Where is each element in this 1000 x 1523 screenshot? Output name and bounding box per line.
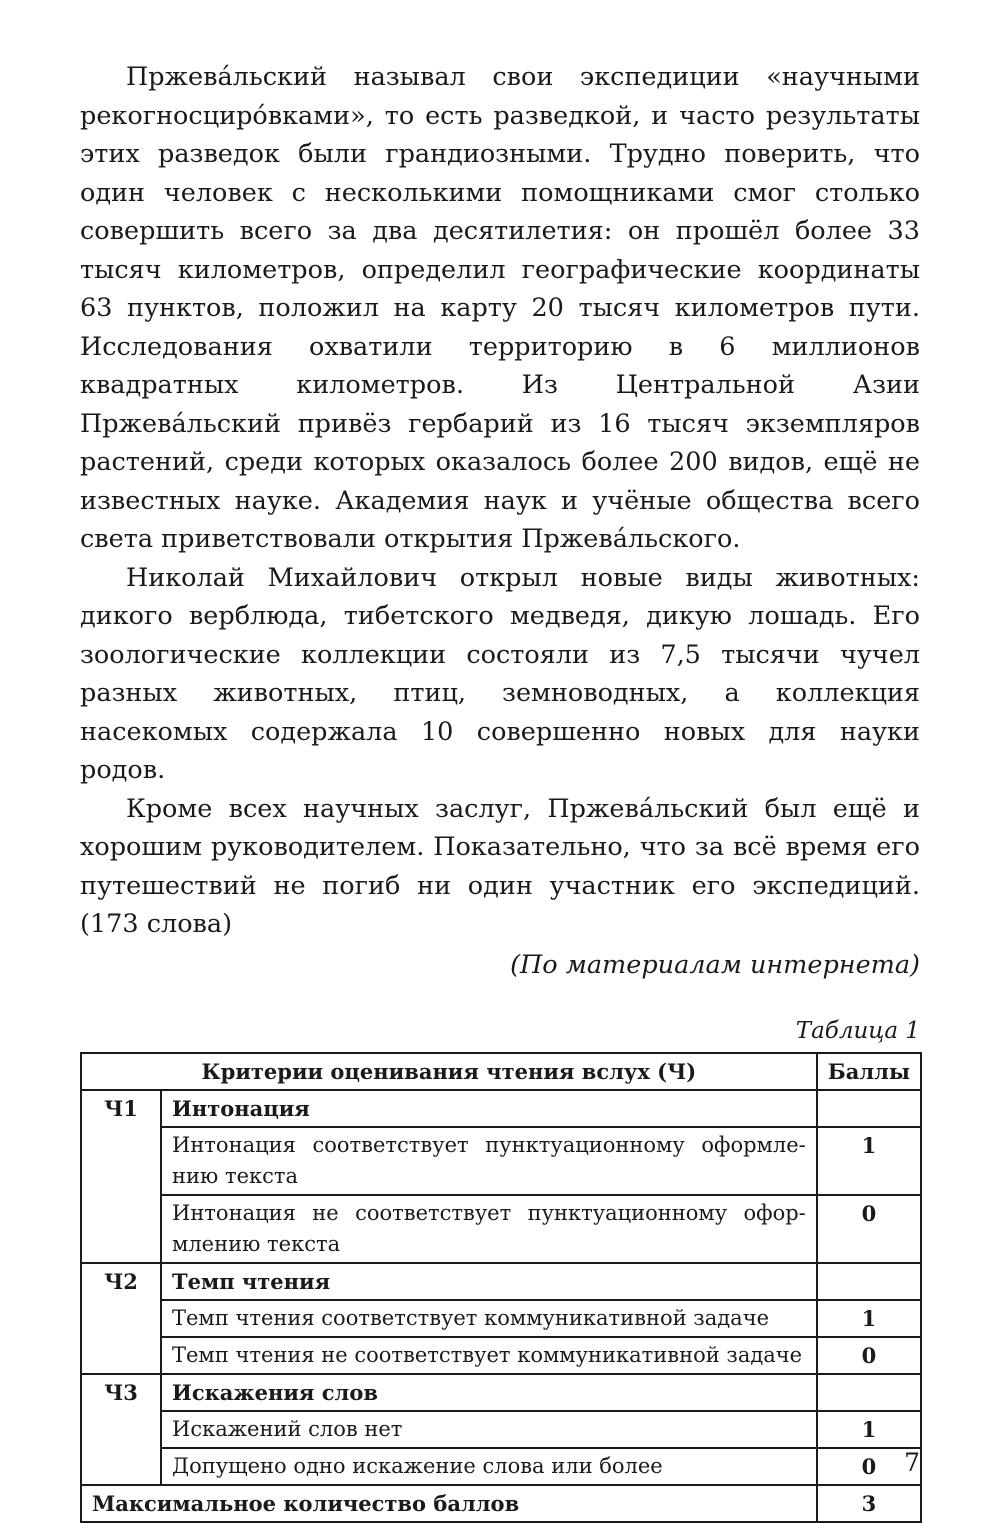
table-row: [81, 1448, 921, 1485]
criterion-points: 1: [817, 1411, 921, 1448]
criterion-points: 0: [817, 1195, 921, 1263]
criterion-points: 0: [817, 1337, 921, 1374]
table-row: [81, 1090, 921, 1127]
source-note: [80, 946, 920, 984]
total-label: Максимальное количество баллов: [81, 1485, 817, 1522]
criterion-description: Интонация соответствует пунктуационному оформлению текста: [161, 1127, 817, 1195]
table-row: [81, 1127, 921, 1195]
criteria-header: Критерии оценивания чтения вслух (Ч): [81, 1053, 817, 1090]
criterion-code: Ч1: [81, 1090, 161, 1263]
criterion-points: 0: [817, 1448, 921, 1485]
criterion-points-empty: [817, 1263, 921, 1300]
table-header-row: [81, 1053, 921, 1090]
criterion-description: Искажений слов нет: [161, 1411, 817, 1448]
criterion-description: Интонация не соответствует пунктуационному оформлению текста: [161, 1195, 817, 1263]
page-number: 7: [904, 1448, 920, 1477]
criterion-title: Искажения слов: [161, 1374, 817, 1411]
criterion-points: 1: [817, 1300, 921, 1337]
criterion-code: Ч2: [81, 1263, 161, 1374]
page-content: [80, 58, 920, 1523]
points-header: Баллы: [817, 1053, 921, 1090]
table-total-row: [81, 1485, 921, 1522]
criterion-code: Ч3: [81, 1374, 161, 1485]
criterion-description: Допущено одно искажение слова или более: [161, 1448, 817, 1485]
table-row: [81, 1195, 921, 1263]
source-text: (По материалам интернета): [510, 949, 920, 980]
criteria-table: [80, 1052, 922, 1523]
table-row: [81, 1263, 921, 1300]
table-row: [81, 1374, 921, 1411]
table-row: [81, 1300, 921, 1337]
table-row: [81, 1337, 921, 1374]
criterion-points-empty: [817, 1090, 921, 1127]
criterion-title: Темп чтения: [161, 1263, 817, 1300]
criterion-description: Темп чтения не соответствует коммуникативной задаче: [161, 1337, 817, 1374]
total-points: 3: [817, 1485, 921, 1522]
paragraph-1: Пржева́льский называл свои экспедиции «научными рекогносциро́вками», то есть разведкой, и часто результаты этих разведок были грандиозными. Трудно поверить, что один человек с несколькими помощниками смог столько совершить всего за два десятилетия: он прошёл более 33 тысяч километров, определил географические координаты 63 пунктов, положил на карту 20 тысяч километров пути. Исследования охватили территорию в 6 миллионов квадратных километров. Из Центральной Азии Пржева́льский привёз гербарий из 16 тысяч экземпляров растений, среди которых оказалось более 200 видов, ещё не известных науке. Академия наук и учёные общества всего света приветствовали открытия Пржева́льского.: [80, 62, 920, 554]
criterion-points-empty: [817, 1374, 921, 1411]
paragraph-2: Николай Михайлович открыл новые виды животных: дикого верблюда, тибетского медведя, дикую лошадь. Его зоологические коллекции состояли из 7,5 тысячи чучел разных животных, птиц, земноводных, а коллекция насекомых содержала 10 совершенно новых для науки родов.: [80, 562, 920, 785]
criterion-points: 1: [817, 1127, 921, 1195]
criterion-title: Интонация: [161, 1090, 817, 1127]
table-row: [81, 1411, 921, 1448]
paragraph-3: Кроме всех научных заслуг, Пржева́льский был ещё и хорошим руководителем. Показательно, что за всё время его путешествий не погиб ни один участник его экспедиций. (173 слова): [80, 793, 920, 939]
criterion-description: Темп чтения соответствует коммуникативной задаче: [161, 1300, 817, 1337]
table-caption: Таблица 1: [795, 1017, 920, 1044]
